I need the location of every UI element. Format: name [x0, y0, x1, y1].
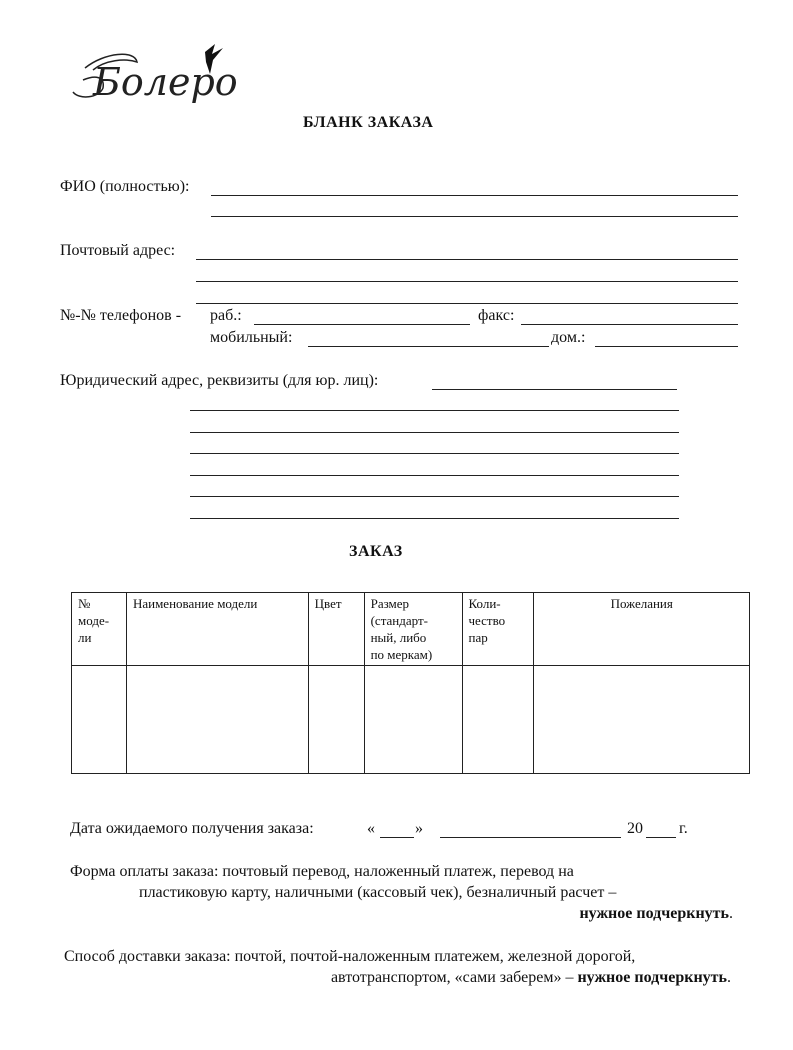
address-line-1[interactable] — [196, 259, 738, 260]
column-header-size: Размер (стандарт- ный, либо по меркам) — [364, 593, 462, 666]
fio-line-2[interactable] — [211, 216, 738, 217]
delivery-emphasis-text: нужное подчеркнуть — [577, 969, 727, 986]
work-phone-line[interactable] — [254, 324, 470, 325]
legal-address-label: Юридический адрес, реквизиты (для юр. лиц): — [60, 372, 379, 389]
work-phone-label: раб.: — [210, 307, 242, 324]
column-header-color: Цвет — [308, 593, 364, 666]
address-label: Почтовый адрес: — [60, 242, 176, 259]
cell-size[interactable] — [364, 666, 462, 774]
order-heading: ЗАКАЗ — [349, 543, 403, 560]
address-line-2[interactable] — [196, 281, 738, 282]
mobile-phone-label: мобильный: — [210, 329, 293, 346]
date-year-line[interactable] — [646, 837, 676, 838]
column-header-wishes: Пожелания — [534, 593, 750, 666]
company-logo — [65, 40, 245, 120]
logo-graphic — [65, 40, 245, 115]
legal-line-2[interactable] — [190, 410, 679, 411]
mobile-phone-line[interactable] — [308, 346, 549, 347]
date-day-line[interactable] — [380, 837, 414, 838]
legal-line-4[interactable] — [190, 453, 679, 454]
fax-label: факс: — [478, 307, 515, 324]
date-year-prefix: 20 — [627, 820, 643, 837]
fax-line[interactable] — [521, 324, 738, 325]
order-table — [71, 592, 750, 774]
delivery-emphasis-end: . — [727, 969, 731, 986]
payment-text-line-2: пластиковую карту, наличными (кассовый чек), безналичный расчет – — [139, 884, 617, 901]
home-phone-line[interactable] — [595, 346, 738, 347]
cell-wishes[interactable] — [534, 666, 750, 774]
form-title: БЛАНК ЗАКАЗА — [303, 114, 434, 131]
phones-label: №-№ телефонов - — [60, 307, 182, 324]
delivery-text-line-1: Способ доставки заказа: почтой, почтой-наложенным платежем, железной дорогой, — [64, 948, 636, 965]
legal-line-1[interactable] — [432, 389, 677, 390]
cell-quantity[interactable] — [462, 666, 534, 774]
order-table-header-row — [72, 593, 750, 666]
payment-emphasis-text: нужное подчеркнуть — [579, 905, 729, 922]
cell-model-number[interactable] — [72, 666, 127, 774]
payment-text-line-1: Форма оплаты заказа: почтовый перевод, наложенный платеж, перевод на — [70, 863, 574, 880]
expected-date-label: Дата ожидаемого получения заказа: — [70, 820, 314, 837]
legal-line-6[interactable] — [190, 496, 679, 497]
legal-line-3[interactable] — [190, 432, 679, 433]
date-quote-open: « — [367, 820, 375, 837]
logo-text: Болеро — [93, 60, 238, 104]
delivery-line-2-text: автотранспортом, «сами заберем» – — [330, 969, 574, 986]
date-month-line[interactable] — [440, 837, 621, 838]
address-line-3[interactable] — [196, 303, 738, 304]
payment-emphasis — [579, 905, 733, 923]
home-phone-label: дом.: — [551, 329, 586, 346]
order-table-row — [72, 666, 750, 774]
legal-line-5[interactable] — [190, 475, 679, 476]
column-header-model-number: № моде- ли — [72, 593, 127, 666]
column-header-model-name: Наименование модели — [126, 593, 308, 666]
column-header-quantity: Коли- чество пар — [462, 593, 534, 666]
cell-model-name[interactable] — [126, 666, 308, 774]
legal-line-7[interactable] — [190, 518, 679, 519]
date-year-suffix: г. — [679, 820, 688, 837]
fio-line-1[interactable] — [211, 195, 738, 196]
date-quote-close: » — [415, 820, 423, 837]
delivery-text-line-2 — [331, 969, 731, 987]
cell-color[interactable] — [308, 666, 364, 774]
fio-label: ФИО (полностью): — [60, 178, 190, 195]
payment-emphasis-end: . — [729, 905, 733, 922]
